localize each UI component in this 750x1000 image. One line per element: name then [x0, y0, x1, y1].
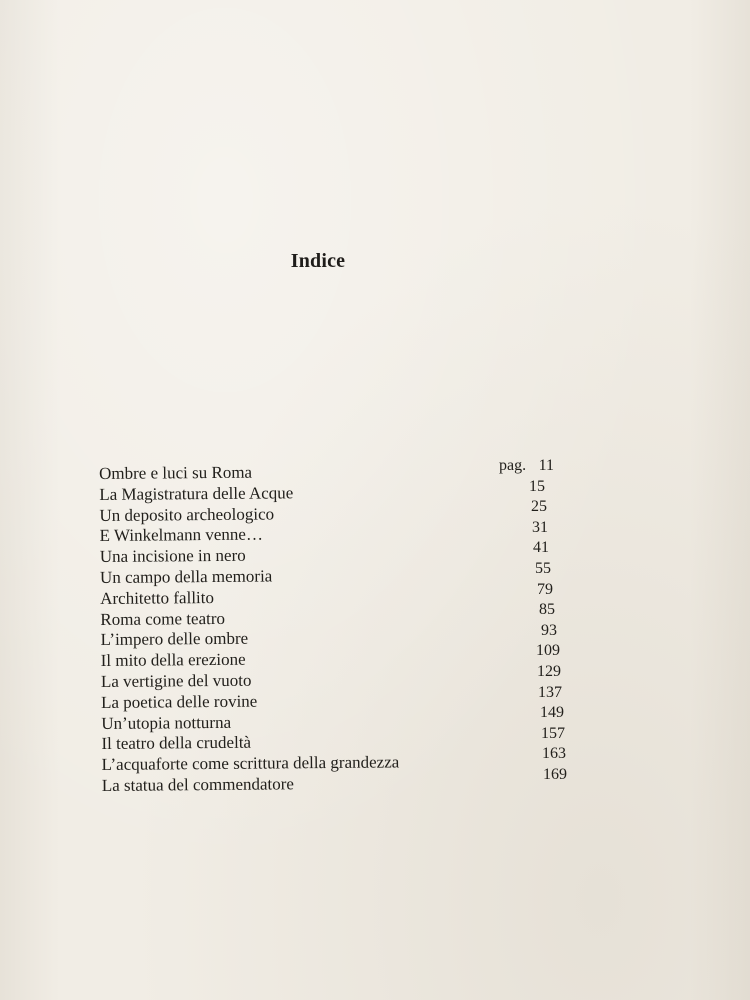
- toc-entry-title: Architetto fallito: [100, 587, 215, 608]
- toc-entry-title: Il teatro della crudeltà: [101, 733, 252, 754]
- toc-entry-page: 109: [536, 642, 560, 660]
- toc-entry-title: La Magistratura delle Acque: [99, 483, 294, 504]
- toc-entry-page-row: [490, 765, 578, 786]
- toc-entry-title: La poetica delle rovine: [100, 691, 258, 712]
- toc-entry-page-row: [490, 580, 578, 601]
- toc-entry-title: La vertigine del vuoto: [100, 670, 252, 691]
- page-label: pag.: [499, 457, 527, 474]
- toc-entry-page-row: [490, 641, 578, 662]
- toc-entry-page-row: [490, 559, 578, 580]
- page-title: Indice: [290, 250, 346, 272]
- toc-entry-page-row: [490, 477, 578, 498]
- toc-entry-page-row: [490, 724, 578, 745]
- toc-entry-page-row: [490, 538, 578, 559]
- toc-entry-page-row: [490, 662, 578, 683]
- toc-entry-page-row: [490, 683, 578, 704]
- toc-entry-page: 85: [539, 601, 555, 619]
- toc-entry-title: L’acquaforte come scrittura della grandezza: [101, 752, 400, 775]
- toc-entry-page-row: [490, 744, 578, 765]
- toc-entry-title: L’impero delle ombre: [100, 629, 249, 650]
- toc-entry-page: 31: [532, 518, 548, 536]
- toc-entry-page-row: [490, 518, 578, 539]
- toc-entry-title: E Winkelmann venne…: [99, 524, 264, 546]
- toc-title-column: [99, 461, 400, 796]
- toc-entry-page: 149: [540, 704, 564, 722]
- toc-entry-page-row: [490, 600, 578, 621]
- toc-entry-page: 93: [541, 621, 557, 639]
- toc-entry-title: Ombre e luci su Roma: [99, 462, 253, 483]
- toc-entry-title: Un’utopia notturna: [101, 712, 232, 733]
- toc-entry-page-row: [490, 621, 578, 642]
- toc-entry-title: Un campo della memoria: [99, 566, 273, 587]
- toc-page-column: [490, 456, 578, 786]
- toc-entry-page: 157: [541, 724, 565, 742]
- toc-entry-page: 25: [531, 498, 547, 516]
- toc-entry-title: La statua del commendatore: [101, 774, 295, 795]
- toc-entry-page: 129: [537, 662, 561, 680]
- toc-entry-page-row: [490, 497, 578, 518]
- toc-entry-page: 15: [529, 477, 545, 495]
- toc-entry-title: Un deposito archeologico: [99, 504, 275, 525]
- toc-entry-page-row: [490, 703, 578, 724]
- toc-entry-page: 79: [537, 580, 553, 598]
- toc-entry-title: Roma come teatro: [100, 608, 226, 629]
- toc-entry-page: 55: [535, 559, 551, 577]
- toc-entry-page: 11: [538, 457, 554, 474]
- toc-entry-page-row: [490, 456, 578, 477]
- toc-entry-title: Il mito della erezione: [100, 649, 246, 671]
- toc-entry-page: 163: [542, 745, 566, 763]
- toc-entry-page: 169: [543, 765, 567, 783]
- toc-entry-page: 137: [538, 683, 562, 701]
- toc-entry-page: 41: [533, 539, 549, 557]
- toc-entry-title: Una incisione in nero: [99, 545, 246, 567]
